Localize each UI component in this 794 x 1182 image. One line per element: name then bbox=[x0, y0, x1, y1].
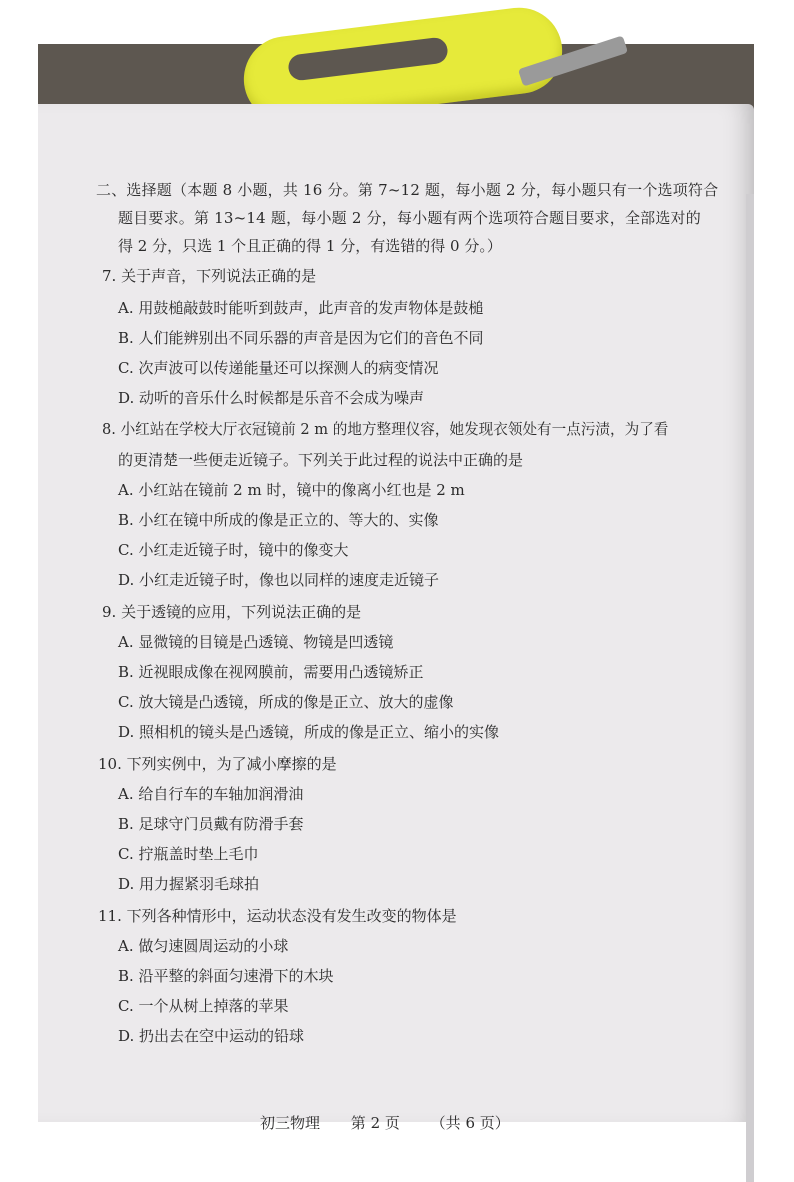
question-10-option-a: A. 给自行车的车轴加润滑油 bbox=[118, 785, 304, 803]
question-9-option-b: B. 近视眼成像在视网膜前，需要用凸透镜矫正 bbox=[118, 663, 424, 681]
question-10-option-b: B. 足球守门员戴有防滑手套 bbox=[118, 815, 304, 833]
question-8-option-a: A. 小红站在镜前 2 m 时，镜中的像离小红也是 2 m bbox=[118, 481, 465, 499]
question-8-option-d: D. 小红走近镜子时，像也以同样的速度走近镜子 bbox=[118, 571, 440, 589]
question-7-stem: 7. 关于声音，下列说法正确的是 bbox=[102, 267, 317, 285]
question-11-option-b: B. 沿平整的斜面匀速滑下的木块 bbox=[118, 967, 334, 985]
question-8-option-c: C. 小红走近镜子时，镜中的像变大 bbox=[118, 541, 349, 559]
question-7-option-d: D. 动听的音乐什么时候都是乐音不会成为噪声 bbox=[118, 389, 425, 407]
exam-content bbox=[38, 104, 754, 1132]
footer-subject: 初三物理 bbox=[260, 1114, 321, 1132]
question-10-stem: 10. 下列实例中，为了减小摩擦的是 bbox=[98, 755, 337, 773]
question-9-option-d: D. 照相机的镜头是凸透镜，所成的像是正立、缩小的实像 bbox=[118, 723, 500, 741]
question-8-stem-line-1: 8. 小红站在学校大厅衣冠镜前 2 m 的地方整理仪容，她发现衣领处有一点污渍，为了看 bbox=[102, 421, 669, 438]
question-8-option-b: B. 小红在镜中所成的像是正立的、等大的、实像 bbox=[118, 511, 439, 529]
question-11-option-a: A. 做匀速圆周运动的小球 bbox=[118, 937, 289, 955]
question-7-option-a: A. 用鼓槌敲鼓时能听到鼓声，此声音的发声物体是鼓槌 bbox=[118, 299, 484, 317]
question-10-option-d: D. 用力握紧羽毛球拍 bbox=[118, 875, 260, 893]
question-9-option-a: A. 显微镜的目镜是凸透镜、物镜是凹透镜 bbox=[118, 633, 394, 651]
question-9-stem: 9. 关于透镜的应用，下列说法正确的是 bbox=[102, 603, 362, 621]
photo-background bbox=[38, 44, 754, 1132]
question-11-option-d: D. 扔出去在空中运动的铅球 bbox=[118, 1027, 305, 1045]
exam-paper bbox=[38, 104, 754, 1132]
question-7-option-c: C. 次声波可以传递能量还可以探测人的病变情况 bbox=[118, 359, 439, 377]
question-10-option-c: C. 拧瓶盖时垫上毛巾 bbox=[118, 845, 259, 863]
page-footer bbox=[260, 1112, 580, 1133]
section-header-line-3: 得 2 分，只选 1 个且正确的得 1 分，有选错的得 0 分。） bbox=[118, 237, 502, 255]
question-9-option-c: C. 放大镜是凸透镜，所成的像是正立、放大的虚像 bbox=[118, 693, 454, 711]
question-11-option-c: C. 一个从树上掉落的苹果 bbox=[118, 997, 289, 1015]
question-11-stem: 11. 下列各种情形中，运动状态没有发生改变的物体是 bbox=[98, 907, 457, 925]
section-header-line-2: 题目要求。第 13~14 题，每小题 2 分，每小题有两个选项符合题目要求，全部选对的 bbox=[118, 209, 701, 227]
question-8-stem-line-2: 的更清楚一些便走近镜子。下列关于此过程的说法中正确的是 bbox=[118, 451, 524, 469]
footer-total-pages: （共 6 页） bbox=[430, 1114, 510, 1132]
question-7-option-b: B. 人们能辨别出不同乐器的声音是因为它们的音色不同 bbox=[118, 329, 484, 347]
footer-page-number: 第 2 页 bbox=[350, 1114, 400, 1132]
section-header-line-1: 二、选择题（本题 8 小题，共 16 分。第 7~12 题，每小题 2 分，每小题只有一个选项符合 bbox=[96, 181, 719, 199]
